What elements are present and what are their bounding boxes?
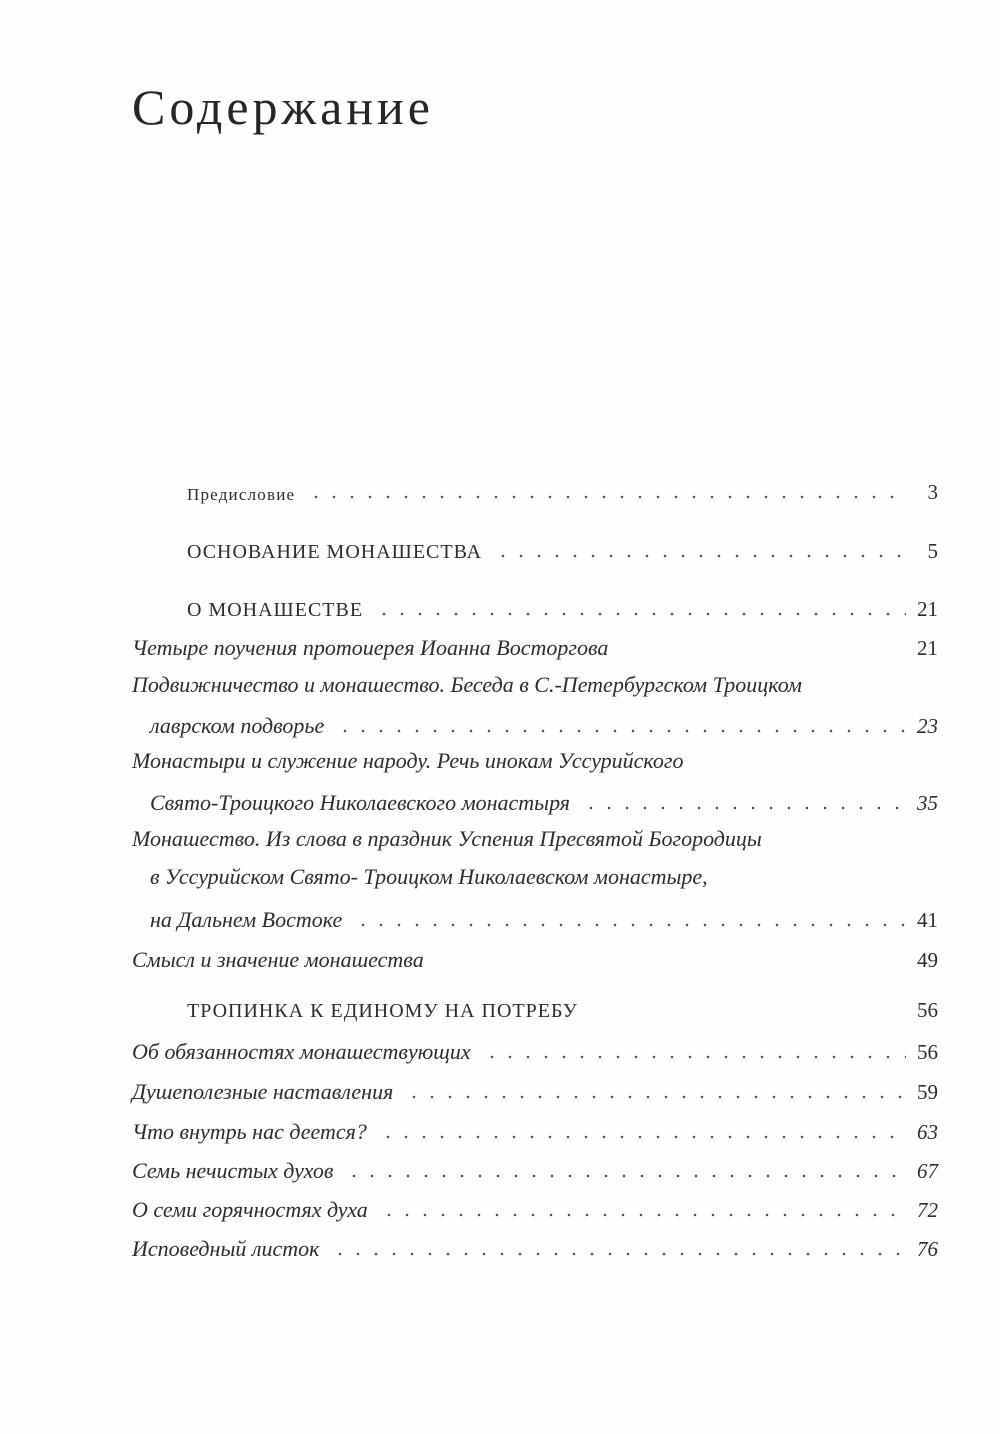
toc-entry-page: 35	[917, 791, 938, 815]
toc-entry-page: 49	[917, 948, 938, 972]
toc-entry-page: 76	[917, 1237, 938, 1261]
toc-entry-label: ТРОПИНКА К ЕДИНОМУ НА ПОТРЕБУ	[187, 1000, 578, 1022]
toc-entry-label: Семь нечистых духов	[132, 1158, 334, 1183]
toc-entry-page: 56	[917, 1040, 938, 1064]
toc-entry-page: 63	[917, 1120, 938, 1144]
dot-leader	[436, 962, 906, 968]
toc-entry-within[interactable]	[132, 1112, 938, 1146]
toc-entry-asceticism-line1[interactable]: Подвижничество и монашество. Беседа в С.-Петербургском Троицком	[132, 672, 802, 697]
dot-leader	[494, 553, 906, 559]
toc-entry-label: О МОНАШЕСТВЕ	[187, 599, 364, 621]
toc-entry-label: Четыре поучения протоиерея Иоанна Восторгова	[132, 635, 609, 660]
toc-entry-monasteries[interactable]	[150, 783, 938, 817]
toc-entry-confession[interactable]	[132, 1229, 938, 1263]
toc-entry-preface[interactable]	[187, 472, 938, 506]
toc-entry-page: 21	[917, 597, 938, 621]
dot-leader	[336, 728, 906, 734]
dot-leader	[307, 494, 906, 500]
toc-entry-instructions[interactable]	[132, 1072, 938, 1106]
toc-entry-label: на Дальнем Востоке	[150, 907, 343, 932]
toc-entry-page: 59	[917, 1080, 938, 1104]
toc-entry-founding[interactable]	[187, 531, 938, 565]
toc-entry-page: 5	[927, 539, 938, 563]
toc-entry-monasticism-word[interactable]	[150, 900, 938, 934]
dot-leader	[345, 1173, 906, 1179]
toc-entry-duties[interactable]	[132, 1032, 938, 1066]
toc-entry-label: Свято-Троицкого Николаевского монастыря	[150, 790, 571, 815]
dot-leader	[379, 1134, 906, 1140]
toc-entry-monasteries-line1[interactable]: Монастыри и служение народу. Речь инокам Уссурийского	[132, 748, 684, 773]
toc-entry-asceticism[interactable]	[150, 706, 938, 740]
toc-entry-page: 41	[917, 908, 938, 932]
toc-entry-meaning[interactable]	[132, 940, 938, 974]
dot-leader	[620, 650, 906, 656]
toc-entry-label: Что внутрь нас деется?	[132, 1119, 367, 1144]
dot-leader	[483, 1054, 906, 1060]
toc-entry-page: 21	[917, 636, 938, 660]
toc-entry-label: Об обязанностях монашествующих	[132, 1039, 471, 1064]
toc-entry-monasticism-word-line2[interactable]: в Уссурийском Свято- Троицком Николаевском монастыре,	[150, 864, 708, 889]
toc-entry-seven-spirits[interactable]	[132, 1151, 938, 1185]
toc-entry-path[interactable]	[187, 990, 938, 1024]
dot-leader	[405, 1094, 906, 1100]
dot-leader	[590, 1012, 906, 1018]
dot-leader	[375, 611, 906, 617]
toc-entry-page: 23	[917, 714, 938, 738]
dot-leader	[380, 1212, 906, 1218]
toc-entry-four-teachings[interactable]	[132, 628, 938, 662]
toc-entry-label: Исповедный листок	[132, 1236, 320, 1261]
page-title: Содержание	[132, 79, 434, 135]
toc-entry-label: ОСНОВАНИЕ МОНАШЕСТВА	[187, 541, 483, 563]
toc-entry-label: Душеполезные наставления	[132, 1079, 394, 1104]
toc-entry-label: О семи горячностях духа	[132, 1197, 368, 1222]
toc-entry-label: Смысл и значение монашества	[132, 947, 424, 972]
dot-leader	[582, 805, 906, 811]
toc-entry-monasticism-word-line1[interactable]: Монашество. Из слова в праздник Успения Пресвятой Богородицы	[132, 826, 762, 851]
toc-entry-page: 72	[917, 1198, 938, 1222]
dot-leader	[354, 922, 906, 928]
toc-entry-page: 3	[927, 480, 938, 504]
toc-entry-seven-ardors[interactable]	[132, 1190, 938, 1224]
toc-entry-page: 56	[917, 998, 938, 1022]
toc-entry-page: 67	[917, 1159, 938, 1183]
toc-entry-label: Предисловие	[187, 485, 296, 504]
dot-leader	[331, 1251, 906, 1257]
toc-entry-about-monasticism[interactable]	[187, 589, 938, 623]
toc-entry-label: лаврском подворье	[150, 713, 325, 738]
